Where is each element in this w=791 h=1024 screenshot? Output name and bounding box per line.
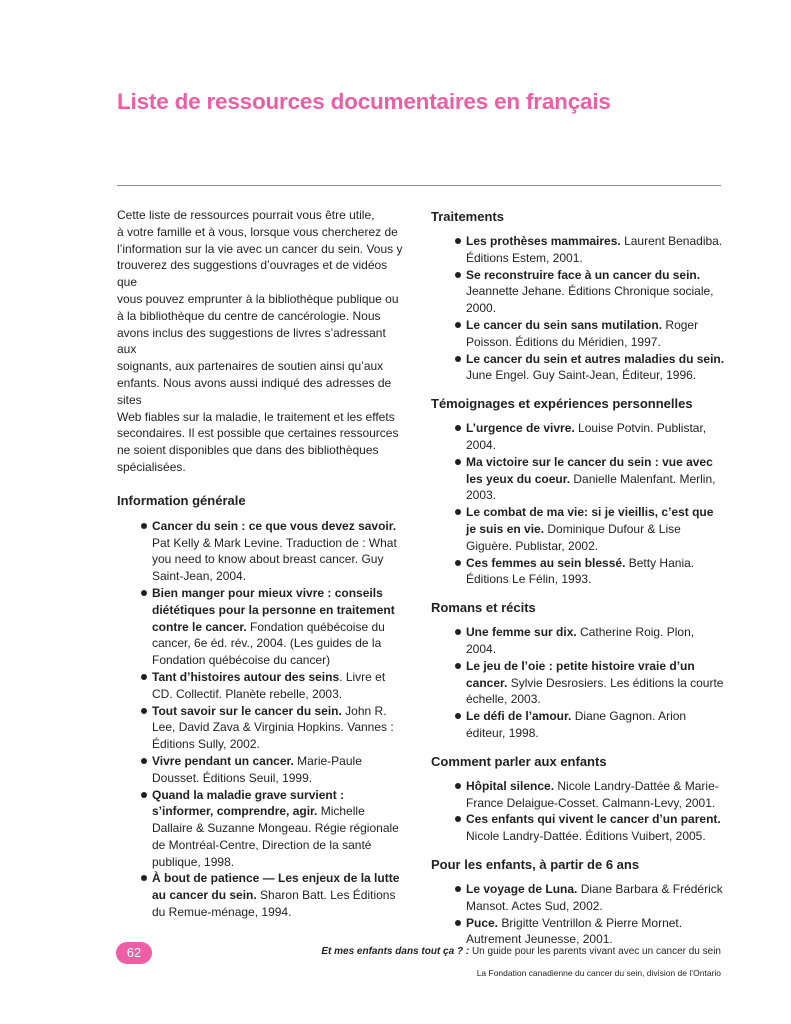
- right-sections: [431, 208, 726, 948]
- resource-title: Les prothèses mammaires.: [466, 234, 621, 248]
- resource-details: Roger Poisson. Éditions du Méridien, 1997.: [466, 317, 699, 349]
- resource-title: Le jeu de l’oie : petite histoire vraie d’un cancer.: [466, 658, 695, 690]
- footer-organization: La Fondation canadienne du cancer du sein, division de l’Ontario: [476, 968, 721, 978]
- footer-book-title: Et mes enfants dans tout ça ? :: [321, 946, 470, 957]
- section-heading: Romans et récits: [431, 600, 536, 616]
- list-item: [117, 703, 407, 753]
- resource-details: Diane Gagnon. Arion éditeur, 1998.: [466, 709, 687, 740]
- resource-details: Diane Barbara & Frédérick Mansot. Actes Sud, 2002.: [466, 881, 723, 913]
- resource-title: Ces femmes au sein blessé.: [466, 555, 626, 570]
- section-heading: Comment parler aux enfants: [431, 753, 607, 769]
- resource-details: Sharon Batt. Les Éditions du Remue-ménage, 1994.: [152, 888, 396, 920]
- left-sections: [117, 492, 407, 921]
- list-item: [431, 811, 726, 845]
- list-item: [117, 787, 407, 871]
- resource-details: Michelle Dallaire & Suzanne Mongeau. Régie régionale de Montréal-Centre, Direction de la santé publique, 1998.: [152, 804, 399, 869]
- left-column: [117, 207, 407, 921]
- page-number-badge: 62: [116, 942, 152, 964]
- resource-details: Nicole Landry-Dattée. Éditions Vuibert, 2005.: [466, 829, 706, 844]
- resource-title: Le cancer du sein et autres maladies du sein.: [466, 351, 725, 366]
- list-item: [431, 915, 726, 949]
- resource-details: Nicole Landry-Dattée & Marie-France Delaigue-Cosset. Calmann-Levy, 2001.: [466, 778, 719, 810]
- resource-details: Danielle Malenfant. Merlin, 2003.: [466, 471, 716, 503]
- list-item: [431, 317, 726, 351]
- resource-details: Fondation québécoise du cancer, 6e éd. rév., 2004. (Les guides de la Fondation québécoise du cancer): [152, 619, 385, 668]
- resource-title: Tant d’histoires autour des seins: [152, 669, 340, 684]
- resource-details: Brigitte Ventrillon & Pierre Mornet. Autrement Jeunesse, 2001.: [466, 915, 683, 947]
- resource-title: Le cancer du sein sans mutilation.: [466, 317, 663, 332]
- list-item: [117, 518, 407, 585]
- list-item: [117, 753, 407, 787]
- resource-title: Se reconstruire face à un cancer du sein.: [466, 267, 701, 282]
- list-item: [431, 778, 726, 812]
- resource-title: Ces enfants qui vivent le cancer d’un parent.: [466, 812, 721, 827]
- footer-book-line: [321, 946, 721, 957]
- resource-title: L’urgence de vivre.: [466, 421, 575, 436]
- section-heading: Pour les enfants, à partir de 6 ans: [431, 856, 640, 872]
- header-divider: [117, 185, 721, 186]
- list-item: [431, 420, 726, 454]
- resource-details: Jeannette Jehane. Éditions Chronique sociale, 2000.: [466, 284, 714, 316]
- resource-title: Hôpital silence.: [466, 778, 555, 793]
- section-heading: Traitements: [431, 209, 504, 224]
- list-item: [117, 585, 407, 669]
- resource-list: [431, 233, 726, 384]
- resource-details: . Livre et CD. Collectif. Planète rebelle, 2003.: [152, 669, 386, 701]
- list-item: [431, 351, 726, 385]
- list-item: [431, 454, 726, 504]
- resource-details: Dominique Dufour & Lise Giguère. Publistar, 2002.: [466, 521, 681, 553]
- resource-list: [431, 624, 726, 742]
- resource-details: Catherine Roig. Plon, 2004.: [466, 625, 695, 656]
- resource-details: Pat Kelly & Mark Levine. Traduction de : What you need to know about breast cancer. Guy Saint-Jean, 2004.: [152, 535, 397, 584]
- list-item: [431, 555, 726, 589]
- resource-title: Le voyage de Luna.: [466, 881, 578, 896]
- resource-details: June Engel. Guy Saint-Jean, Éditeur, 1996.: [466, 368, 697, 383]
- resource-details: Laurent Benadiba. Éditions Estem, 2001.: [466, 234, 723, 265]
- resource-title: Cancer du sein : ce que vous devez savoir.: [152, 518, 397, 533]
- resource-details: John R. Lee, David Zava & Virginia Hopkins. Vannes : Éditions Sully, 2002.: [152, 703, 394, 752]
- resource-title: Bien manger pour mieux vivre : conseils diététiques pour la personne en traitement contre le cancer.: [152, 585, 395, 634]
- resource-list: [117, 518, 407, 921]
- resource-title: Puce.: [466, 915, 499, 930]
- list-item: [431, 708, 726, 742]
- resource-title: Tout savoir sur le cancer du sein.: [152, 703, 342, 718]
- resource-list: [431, 778, 726, 845]
- resource-list: [431, 881, 726, 948]
- resource-details: Betty Hania. Éditions Le Félin, 1993.: [466, 555, 695, 587]
- list-item: [431, 658, 726, 708]
- right-column: [431, 208, 726, 948]
- section-heading: Témoignages et expériences personnelles: [431, 396, 693, 412]
- resource-title: Une femme sur dix.: [466, 625, 577, 640]
- resource-title: Quand la maladie grave survient : s’informer, comprendre, agir.: [152, 787, 345, 819]
- list-item: [431, 504, 726, 554]
- page-title: Liste de ressources documentaires en français: [117, 89, 611, 114]
- list-item: [431, 881, 726, 915]
- intro-paragraph: Cette liste de ressources pourrait vous être utile, à votre famille et à vous, lorsque vous chercherez de l’information sur la vie avec un cancer du sein. Vous y trouverez des suggestions d’ouvrages et de vidéos que vous pouvez emprunter à la bibliothèque publique ou à la bibliothèque du centre de cancérologie. Nous avons inclus des suggestions de livres s’adressant aux soignants, aux partenaires de soutien ainsi qu’aux enfants. Nous avons aussi indiqué des adresses de sites Web fiables sur la maladie, le traitement et les effets secondaires. Il est possible que certaines ressources ne soient disponibles que dans des bibliothèques spécialisées.: [117, 208, 403, 474]
- section-heading: Information générale: [117, 492, 246, 508]
- resource-title: Le combat de ma vie: si je vieillis, c’est que je suis en vie.: [466, 505, 714, 536]
- list-item: [117, 870, 407, 920]
- resource-details: Louise Potvin. Publistar, 2004.: [466, 421, 707, 452]
- list-item: [431, 624, 726, 658]
- resource-details: Marie-Paule Dousset. Éditions Seuil, 1999.: [152, 753, 362, 785]
- resource-details: Sylvie Desrosiers. Les éditions la courte échelle, 2003.: [466, 675, 724, 707]
- list-item: [117, 669, 407, 703]
- footer-subtitle: Un guide pour les parents vivant avec un cancer du sein: [469, 946, 721, 957]
- resource-title: À bout de patience — Les enjeux de la lutte au cancer du sein.: [152, 871, 400, 903]
- resource-list: [431, 420, 726, 588]
- resource-title: Le défi de l’amour.: [466, 709, 572, 724]
- resource-title: Vivre pendant un cancer.: [152, 753, 294, 768]
- resource-title: Ma victoire sur le cancer du sein : vue avec les yeux du coeur.: [466, 454, 713, 486]
- list-item: [431, 267, 726, 317]
- list-item: [431, 233, 726, 267]
